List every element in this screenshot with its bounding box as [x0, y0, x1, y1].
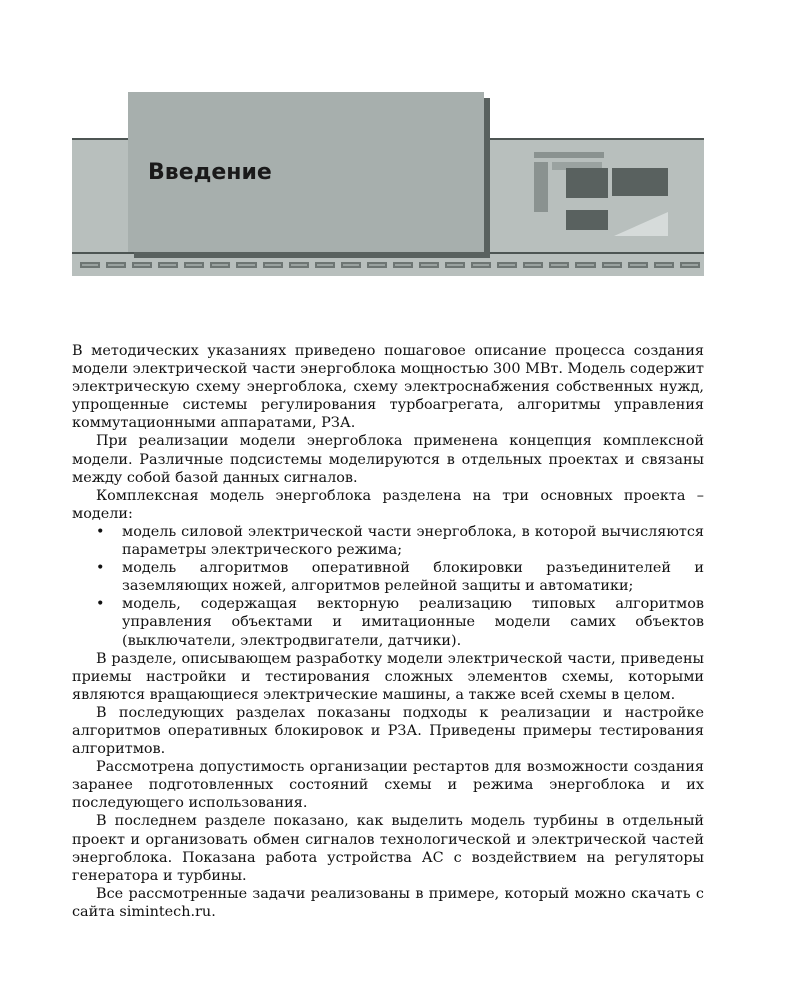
list-item: • модель силовой электрической части энергоблока, в которой вычисляются параметры электрического режима; — [72, 523, 704, 559]
paragraph: Рассмотрена допустимость организации рестартов для возможности создания заранее подготовленных состояний схемы и режима энергоблока и их последующего использования. — [72, 759, 704, 812]
list-item: • модель алгоритмов оперативной блокировки разъединителей и заземляющих ножей, алгоритмов релейной защиты и автоматики; — [72, 559, 704, 595]
list-item: • модель, содержащая векторную реализацию типовых алгоритмов управления объектами и имитационные модели самих объектов (выключатели, электродвигатели, датчики). — [72, 595, 704, 649]
bullet-list — [72, 523, 704, 650]
body-text — [72, 342, 704, 921]
paragraph: Все рассмотренные задачи реализованы в примере, который можно скачать с сайта simintech.ru. — [72, 885, 704, 920]
paragraph: В последнем разделе показано, как выделить модель турбины в отдельный проект и организовать обмен сигналов технологической и электрической частей энергоблока. Показана работа устройства АС с воздействием на регуляторы генератора и турбины. — [72, 813, 704, 884]
banner-dash-strip — [80, 262, 700, 272]
banner-decoration — [530, 148, 670, 248]
paragraph: В последующих разделах показаны подходы к реализации и настройке алгоритмов оперативных блокировок и РЗА. Приведены примеры тестирования алгоритмов. — [72, 704, 704, 758]
paragraph: В методических указаниях приведено пошаговое описание процесса создания модели электрической части энергоблока мощностью 300 МВт. Модель содержит электрическую схему энергоблока, схему электроснабжения собственных нужд, упрощенные системы регулирования турбоагрегата, алгоритмы управления коммутационными аппаратами, РЗА. — [72, 343, 704, 432]
paragraph: Комплексная модель энергоблока разделена на три основных проекта – модели: — [72, 487, 704, 522]
paragraph: При реализации модели энергоблока применена концепция комплексной модели. Различные подсистемы моделируются в отдельных проектах и связаны между собой базой данных сигналов. — [72, 433, 704, 486]
banner-bottom-line — [72, 252, 704, 254]
paragraph: В разделе, описывающем разработку модели электрической части, приведены приемы настройки и тестирования сложных элементов схемы, которыми являются вращающиеся электрические машины, а также всей схемы в целом. — [72, 650, 704, 703]
page-title: Введение — [148, 160, 272, 185]
